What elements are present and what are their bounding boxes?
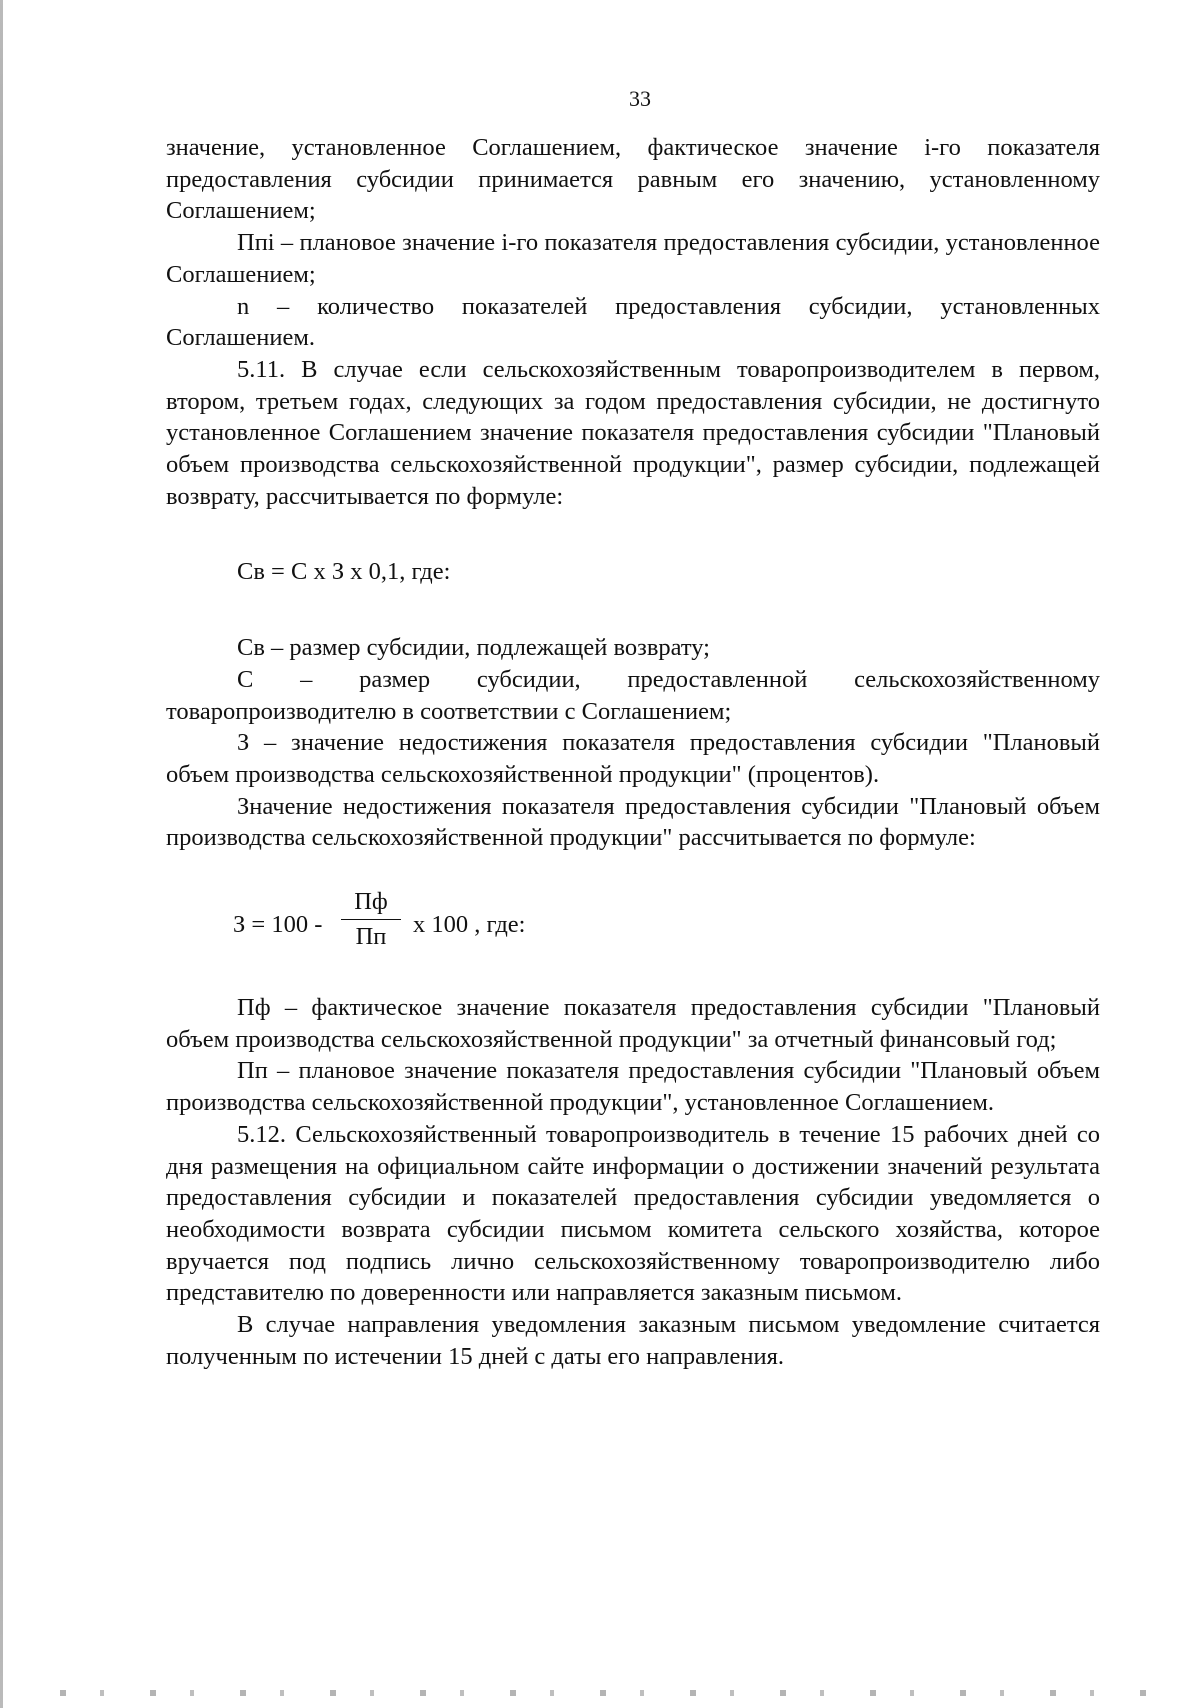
- formula-shortfall: [166, 885, 1100, 961]
- paragraph-continuation: значение, установленное Соглашением, фактическое значение i-го показателя предоставления субсидии принимается равным его значению, установленному Соглашением;: [166, 134, 1100, 225]
- paragraph-pp-definition: Пп – плановое значение показателя предоставления субсидии "Плановый объем производства сельскохозяйственной продукции", установленное Соглашением.: [166, 1057, 1100, 1117]
- document-body: [166, 132, 1100, 1373]
- formula-return-amount: Св = С х З х 0,1, где:: [237, 558, 451, 586]
- spacer: [166, 512, 1100, 556]
- formula-numerator: Пф: [341, 885, 401, 920]
- paragraph-ppi-definition: Ппi – плановое значение i-го показателя предоставления субсидии, установленное Соглашением;: [166, 229, 1100, 288]
- spacer: [166, 588, 1100, 632]
- formula-lhs: З = 100 -: [233, 911, 323, 939]
- paragraph-n-definition: n – количество показателей предоставления субсидии, установленных Соглашением.: [166, 292, 1100, 352]
- paragraph-z-definition: З – значение недостижения показателя предоставления субсидии "Плановый объем производства сельскохозяйственной продукции" (процентов).: [166, 729, 1100, 788]
- paragraph-sv-definition: Св – размер субсидии, подлежащей возврату;: [237, 634, 710, 662]
- scan-artifact: [60, 1690, 1160, 1696]
- paragraph-pf-definition: Пф – фактическое значение показателя предоставления субсидии "Плановый объем производства сельскохозяйственной продукции" за отчетный финансовый год;: [166, 994, 1100, 1053]
- paragraph-z-formula-intro: Значение недостижения показателя предоставления субсидии "Плановый объем производства сельскохозяйственной продукции" рассчитывается по формуле:: [166, 792, 1100, 852]
- paragraph-5-12: 5.12. Сельскохозяйственный товаропроизводитель в течение 15 рабочих дней со дня размещения на официальном сайте информации о достижении значений результата предоставления субсидии и показателей предоставления субсидии уведомляется о необходимости возврата субсидии письмом комитета сельского хозяйства, которое вручается под подпись лично сельскохозяйственному товаропроизводителю либо представителю по доверенности или направляется заказным письмом.: [166, 1120, 1100, 1307]
- page-edge: [0, 0, 3, 1708]
- spacer: [166, 854, 1100, 885]
- formula-rhs: х 100 , где:: [413, 911, 526, 939]
- paragraph-notice-delivery: В случае направления уведомления заказным письмом уведомление считается полученным по истечении 15 дней с даты его направления.: [166, 1311, 1100, 1370]
- formula-fraction: [341, 885, 401, 954]
- formula-denominator: Пп: [355, 923, 387, 951]
- spacer: [166, 961, 1100, 992]
- paragraph-s-definition: С – размер субсидии, предоставленной сельскохозяйственному товаропроизводителю в соответствии с Соглашением;: [166, 665, 1100, 725]
- paragraph-5-11: 5.11. В случае если сельскохозяйственным товаропроизводителем в первом, втором, третьем годах, следующих за годом предоставления субсидии, не достигнуто установленное Соглашением значение показателя предоставления субсидии "Плановый объем производства сельскохозяйственной продукции", размер субсидии, подлежащей возврату, рассчитывается по формуле:: [166, 355, 1100, 510]
- page-number: 33: [629, 86, 651, 111]
